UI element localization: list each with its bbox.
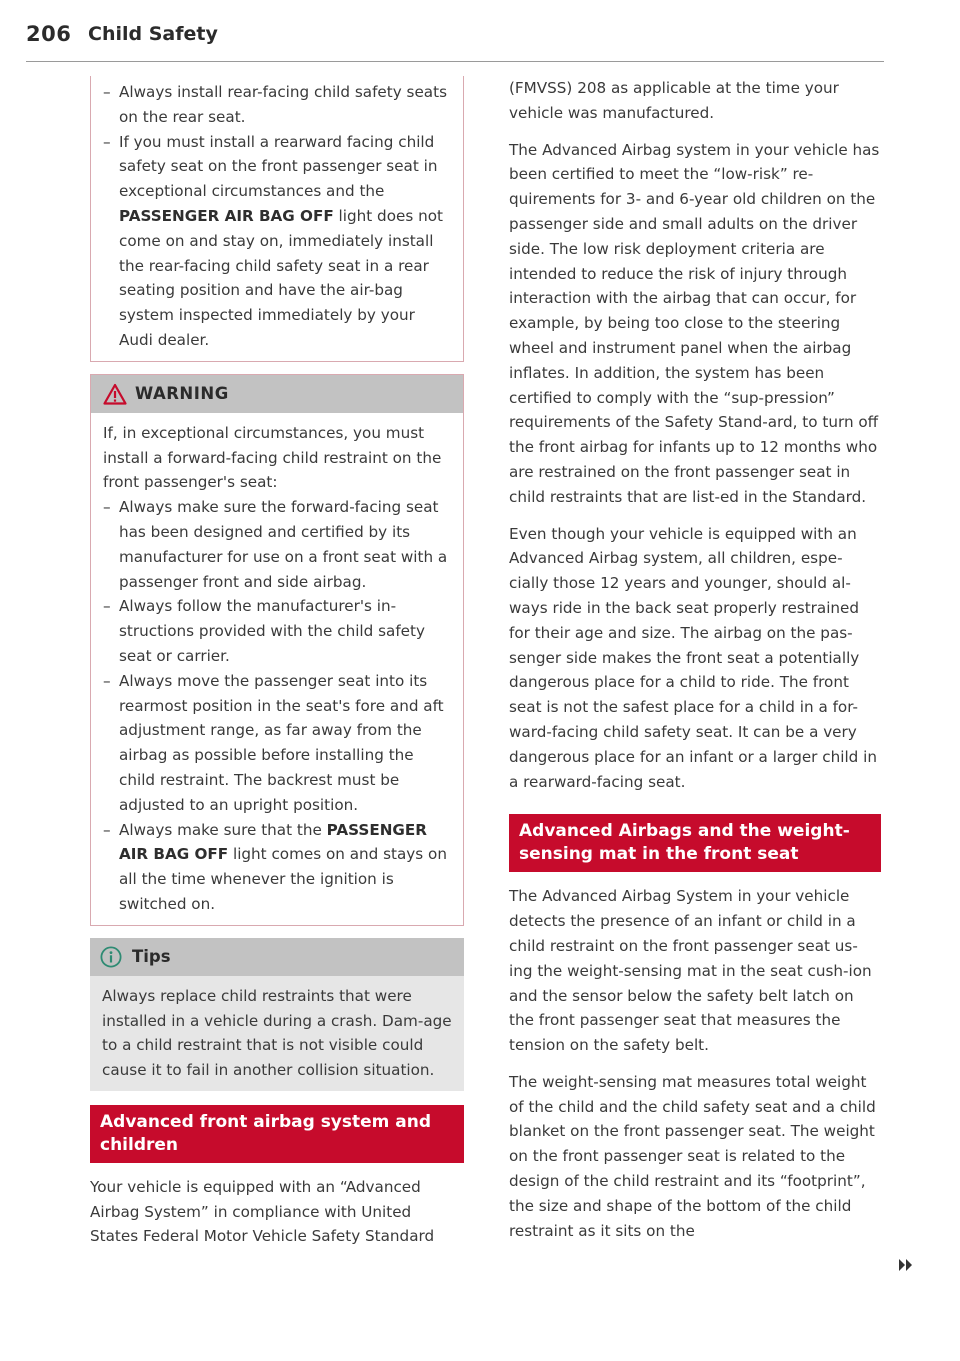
indicator-label: PASSENGER AIR BAG OFF <box>119 206 334 225</box>
body-paragraph: The Advanced Airbag system in your vehicle has been certified to meet the “low-risk” re-quirements for 3- and 6-year old children on the passenger side and small adults on the driver side. The low risk deployment criteria are intended to reduce the risk of injury through interaction with the airbag that can occur, for example, by being too close to the steering wheel and instrument panel when the airbag inflates. In addition, the system has been certified to comply with the “sup-pression” requirements of the Safety Stand-ard, to turn off the front airbag for infants up to 12 months who are restrained on the front passenger seat in child restraints that are list-ed in the Standard. <box>509 140 880 506</box>
list-item: – Always install rear-facing child safety seats on the rear seat. <box>103 80 451 130</box>
body-paragraph: The Advanced Airbag System in your vehicle detects the presence of an infant or child in a child restraint on the front passenger seat us-ing the weight-sensing mat in the seat cush-ion and the sensor below the safety belt latch on the front passenger seat that measures the tension on the safety belt. <box>509 887 872 1055</box>
page-number: 206 <box>26 22 72 46</box>
list-item: – Always make sure the forward-facing seat has been designed and certified by its manufacturer for use on a front seat with a passenger front and side airbag. <box>103 495 451 594</box>
list-item: – Always make sure that the PASSENGER AIR BAG OFF light comes on and stays on all the time whenever the ignition is switched on. <box>103 818 451 917</box>
list-item: – Always follow the manufacturer's in-structions provided with the child safety seat or carrier. <box>103 594 451 668</box>
warning-intro: If, in exceptional circumstances, you must install a forward-facing child restraint on the front passenger's seat: <box>103 423 442 492</box>
indicator-label: PASSENGER AIR BAG OFF <box>119 820 427 864</box>
tips-box <box>90 938 464 1091</box>
continue-arrow-icon <box>898 1258 916 1272</box>
body-paragraph: Your vehicle is equipped with an “Advanced Airbag System” in compliance with United States Federal Motor Vehicle Safety Standard <box>90 1177 435 1246</box>
page-header <box>26 22 884 62</box>
info-icon <box>100 946 122 968</box>
section-title: Child Safety <box>88 23 218 45</box>
section-heading: Advanced front airbag system and children <box>90 1105 464 1163</box>
left-column <box>90 76 464 1249</box>
warning-box <box>90 374 464 926</box>
tips-title: Tips <box>132 947 171 967</box>
right-column <box>509 76 881 1255</box>
body-paragraph: (FMVSS) 208 as applicable at the time your vehicle was manufactured. <box>509 79 839 122</box>
body-paragraph: Even though your vehicle is equipped with an Advanced Airbag system, all children, espe-cially those 12 years and younger, should al-ways ride in the back seat properly restrained for their age and size. The airbag on the pas-senger side makes the front seat a potentially dangerous place for a child to ride. The front seat is not the safest place for a child in a for-ward-facing child safety seat. It can be a very dangerous place for an infant or a larger child in a rearward-facing seat. <box>509 524 877 791</box>
rear-facing-box <box>90 76 464 362</box>
warning-title: WARNING <box>135 384 229 404</box>
tips-text: Always replace child restraints that were installed in a vehicle during a crash. Dam-age to a child restraint that is not visible could cause it to fail in another collision situation. <box>102 986 452 1080</box>
warning-triangle-icon <box>103 383 127 405</box>
list-item: – Always move the passenger seat into its rearmost position in the seat's fore and aft adjustment range, as far away from the airbag as possible before installing the child restraint. The backrest must be adjusted to an upright position. <box>103 669 451 818</box>
body-paragraph: The weight-sensing mat measures total weight of the child and the child safety seat and a child blanket on the front passenger seat. The weight on the front passenger seat is related to the design of the child restraint and its “footprint”, the size and shape of the bottom of the child restraint as it sits on the <box>509 1072 876 1240</box>
list-item: – If you must install a rearward facing child safety seat on the front passenger seat in exceptional circumstances and the PASSENGER AIR BAG OFF light does not come on and stay on, immediately install the rear-facing child safety seat in a rear seating position and have the air-bag system inspected immediately by your Audi dealer. <box>103 130 451 353</box>
section-heading: Advanced Airbags and the weight-sensing mat in the front seat <box>509 814 881 872</box>
tips-header <box>90 938 464 976</box>
warning-header <box>91 375 463 413</box>
